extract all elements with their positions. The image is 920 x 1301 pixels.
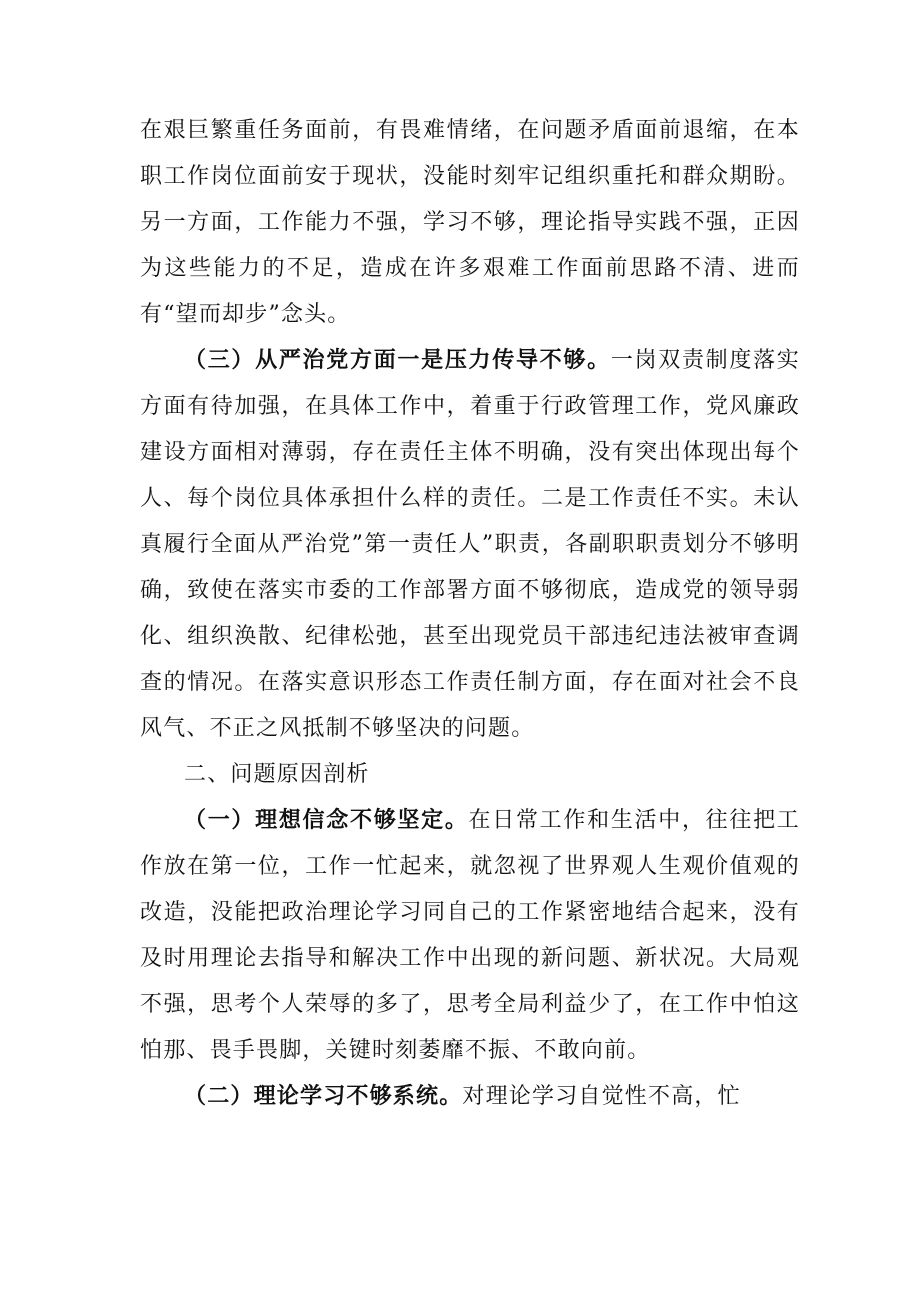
document-body [140, 108, 800, 1120]
cause-two-paragraph [140, 1074, 800, 1120]
cause-one-title: （一）理想信念不够坚定。 [184, 808, 469, 833]
section-two-heading [140, 752, 800, 798]
section-two-heading-text: 二、问题原因剖析 [184, 762, 370, 787]
continuation-paragraph [140, 108, 800, 338]
cause-one-body: 在日常工作和生活中，往往把工作放在第一位，工作一忙起来，就忽视了世界观人生观价值观的改造，没能把政治理论学习同自己的工作紧密地结合起来，没有及时用理论去指导和解决工作中出现的新问题、新状况。大局观不强，思考个人荣辱的多了，思考全局利益少了，在工作中怕这怕那、畏手畏脚，关键时刻萎靡不振、不敢向前。 [140, 808, 800, 1063]
cause-two-title: （二）理论学习不够系统。 [184, 1084, 463, 1109]
cause-one-paragraph [140, 798, 800, 1074]
item-three-title: （三）从严治党方面一是压力传导不够。 [184, 348, 611, 373]
continuation-text: 在艰巨繁重任务面前，有畏难情绪，在问题矛盾面前退缩，在本职工作岗位面前安于现状，没能时刻牢记组织重托和群众期盼。另一方面，工作能力不强，学习不够，理论指导实践不强，正因为这些能力的不足，造成在许多艰难工作面前思路不清、进而有“望而却步”念头。 [140, 118, 800, 327]
cause-two-body: 对理论学习自觉性不高，忙 [462, 1084, 741, 1109]
item-three-body: 一岗双责制度落实方面有待加强，在具体工作中，着重于行政管理工作，党风廉政建设方面相对薄弱，存在责任主体不明确，没有突出体现出每个人、每个岗位具体承担什么样的责任。二是工作责任不实。未认真履行全面从严治党”第一责任人”职责，各副职职责划分不够明确，致使在落实市委的工作部署方面不够彻底，造成党的领导弱化、组织涣散、纪律松弛，甚至出现党员干部违纪违法被审查调查的情况。在落实意识形态工作责任制方面，存在面对社会不良风气、不正之风抵制不够坚决的问题。 [140, 348, 800, 741]
item-three-paragraph [140, 338, 800, 752]
